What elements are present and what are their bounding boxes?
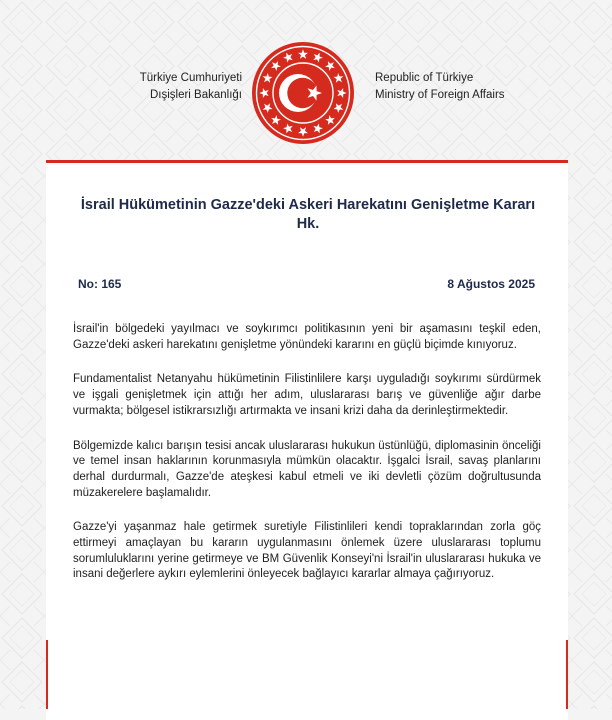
- right-accent-line: [566, 640, 568, 709]
- release-body: [73, 322, 541, 602]
- paragraph: Fundamentalist Netanyahu hükümetinin Filistinlilere karşı uyguladığı soykırımı sürdürmek ve işgali genişletmek için attığı her adım, uluslararası barış ve güvenliğe ağır darbe vurmakta; bölgesel istikrarsızlığı artırmakta ve insani krizi daha da derinleştirmektedir.: [73, 373, 541, 417]
- release-number: No: 165: [78, 277, 122, 291]
- paragraph: İsrail'in bölgedeki yayılmacı ve soykırımcı politikasının yeni bir aşamasını teşkil eden, Gazze'deki askeri harekatını genişletme yönündeki kararını en güçlü biçimde kınıyoruz.: [73, 323, 541, 351]
- document-title: İsrail Hükümetinin Gazze'deki Askeri Harekatını Genişletme Kararı Hk.: [80, 197, 536, 232]
- top-accent-bar: [46, 160, 568, 163]
- ministry-name-english: Republic of Türkiye Ministry of Foreign Affairs: [375, 72, 505, 101]
- paragraph: Gazze'yi yaşanmaz hale getirmek suretiyle Filistinlileri kendi topraklarından zorla göç ettirmeyi amaçlayan bu kararın uygulanmasını önlemek üzere uluslararası toplumu sorumluluklarını yerine getirmeye ve BM Güvenlik Konseyi'ni İsrail'in uluslararası hukuka ve insani değerlere aykırı eylemlerini önleyecek bağlayıcı kararlar almaya çağırıyoruz.: [73, 521, 541, 581]
- paragraph: Bölgemizde kalıcı barışın tesisi ancak uluslararası hukukun üstünlüğü, diplomasinin önceliği ve temel insan haklarının korunmasıyla mümkün olacaktır. İşgalci İsrail, savaş planlarını derhal durdurmalı, Gazze'de ateşkesi kabul etmeli ve iki devletli çözüm doğrultusunda müzakerelere başlamalıdır.: [73, 439, 541, 499]
- left-accent-line: [46, 640, 48, 709]
- letterhead: [0, 0, 612, 160]
- press-release-sheet: [46, 160, 568, 720]
- release-date: 8 Ağustos 2025: [447, 277, 535, 291]
- star-and-crescent-seal-icon: [250, 40, 356, 146]
- ministry-name-turkish: Türkiye Cumhuriyeti Dışişleri Bakanlığı: [139, 72, 242, 101]
